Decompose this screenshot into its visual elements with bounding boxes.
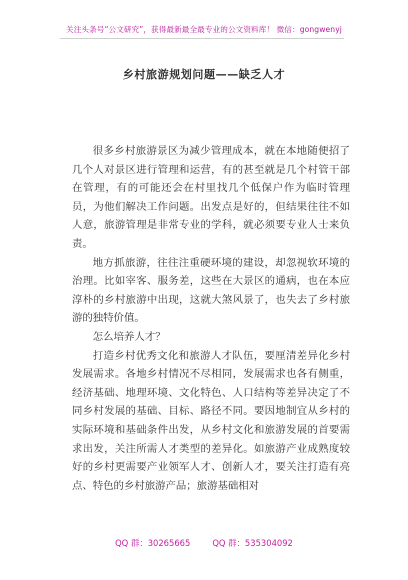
header-divider xyxy=(60,38,344,39)
paragraph: 打造乡村优秀文化和旅游人才队伍，要厘清差异化乡村发展需求。各地乡村情况不尽相同，发展需求也各有侧重，经济基础、地理环境、文化特色、人口结构等差异决定了不同乡村发展的基础、目标、路径不同。要因地制宜从乡村的实际环境和基础条件出发，从乡村文化和旅游发展的首要需求出发，关注所需人才类型的差异化。如旅游产业成熟度较好的乡村更需要产业领军人才、创新人才，要关注打造有亮点、特色的乡村旅游产品；旅游基础相对 xyxy=(72,349,350,492)
paragraph: 很多乡村旅游景区为减少管理成本，就在本地随便招了几个人对景区进行管理和运营，有的甚至就是几个村管干部在管理，有的可能还会在村里找几个低保户作为临时管理员，为他们解决工作问题。出发点是好的，但结果往往不如人意，旅游管理是非常专业的学科，就必须要专业人士来负责。 xyxy=(72,145,350,250)
header-note: 关注头条号“公文研究”，获得最新最全最专业的公文资料库！ 微信：gongwenyj xyxy=(66,25,342,34)
document-body xyxy=(72,142,350,495)
footer xyxy=(0,537,408,549)
paragraph: 地方抓旅游，往往注重硬环境的建设，却忽视软环境的治理。比如宰客、服务差，这些在大景区的通病，也在本应淳朴的乡村旅游中出现，这就大煞风景了，也失去了乡村旅游的独特价值。 xyxy=(72,256,350,325)
document-title: 乡村旅游规划问题——缺乏人才 xyxy=(122,68,286,81)
footer-qq-group-2: QQ 群：535304092 xyxy=(212,538,293,548)
footer-qq-group-1: QQ 群：30265665 xyxy=(115,538,191,548)
paragraph: 怎么培养人才？ xyxy=(92,330,166,343)
